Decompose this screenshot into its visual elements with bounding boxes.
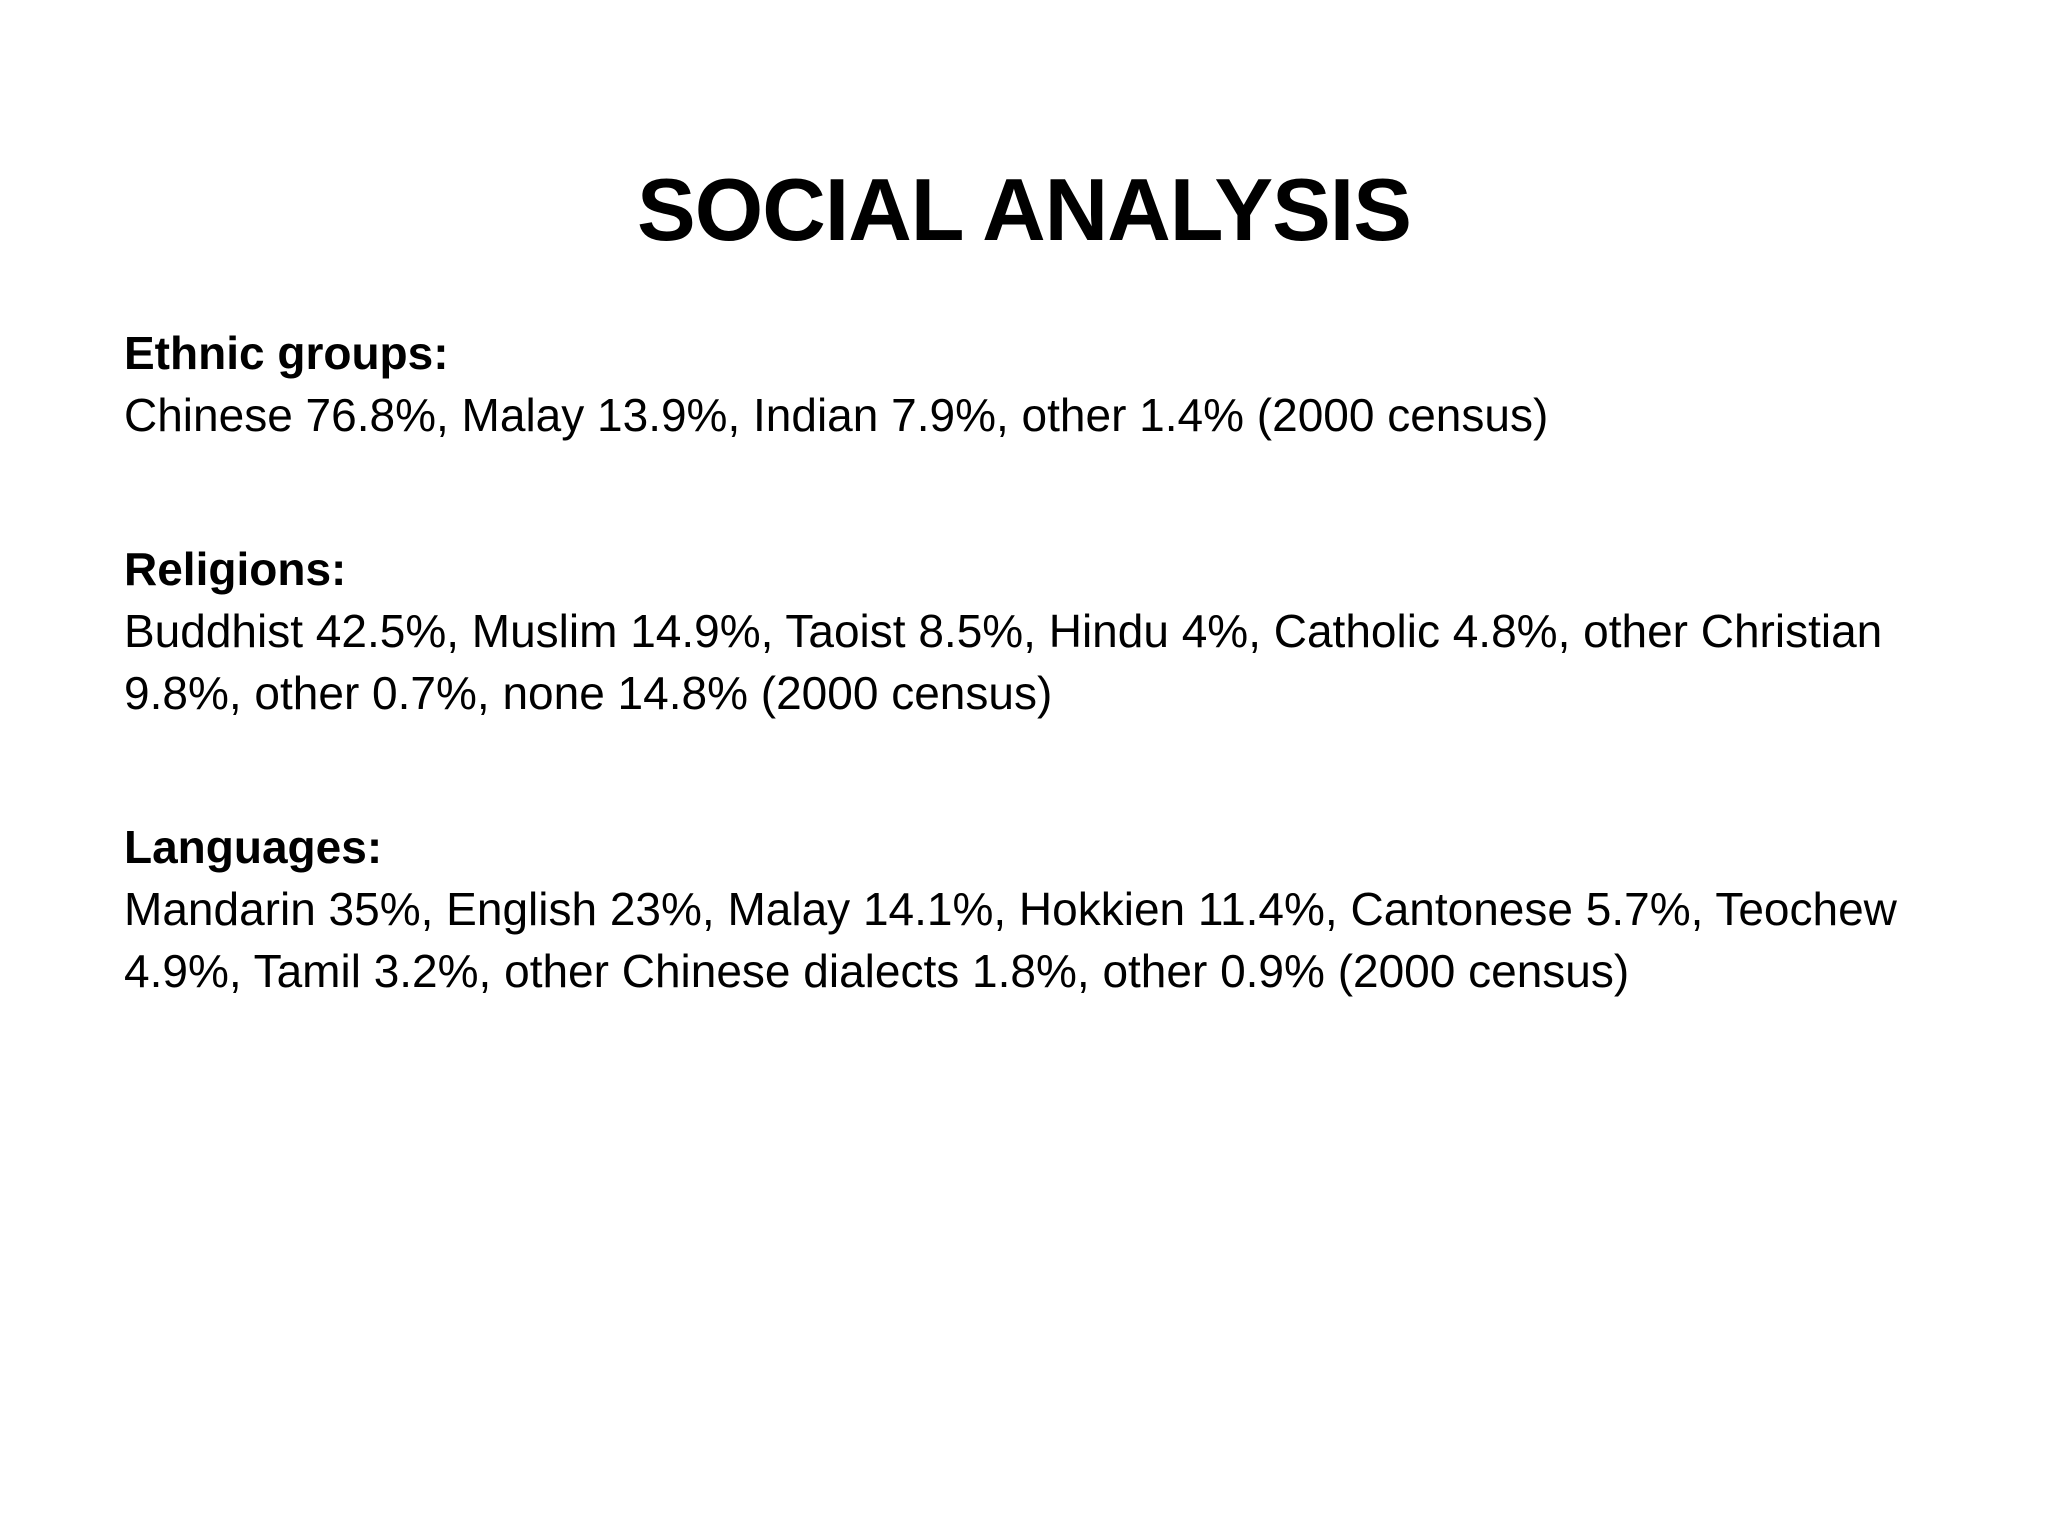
- section-religions: [124, 538, 1924, 724]
- section-heading: Religions:: [124, 543, 347, 595]
- section-ethnic-groups: [124, 322, 1924, 446]
- section-heading: Languages:: [124, 821, 383, 873]
- section-body: Mandarin 35%, English 23%, Malay 14.1%, Hokkien 11.4%, Cantonese 5.7%, Teochew 4.9%, Tamil 3.2%, other Chinese dialects 1.8%, other 0.9% (2000 census): [124, 883, 1897, 997]
- slide-content: [124, 322, 1924, 1094]
- section-body: Buddhist 42.5%, Muslim 14.9%, Taoist 8.5%, Hindu 4%, Catholic 4.8%, other Christian 9.8%, other 0.7%, none 14.8% (2000 census): [124, 605, 1883, 719]
- section-body: Chinese 76.8%, Malay 13.9%, Indian 7.9%, other 1.4% (2000 census): [124, 389, 1549, 441]
- section-heading: Ethnic groups:: [124, 327, 449, 379]
- section-languages: [124, 816, 1924, 1002]
- slide-title: SOCIAL ANALYSIS: [637, 160, 1411, 259]
